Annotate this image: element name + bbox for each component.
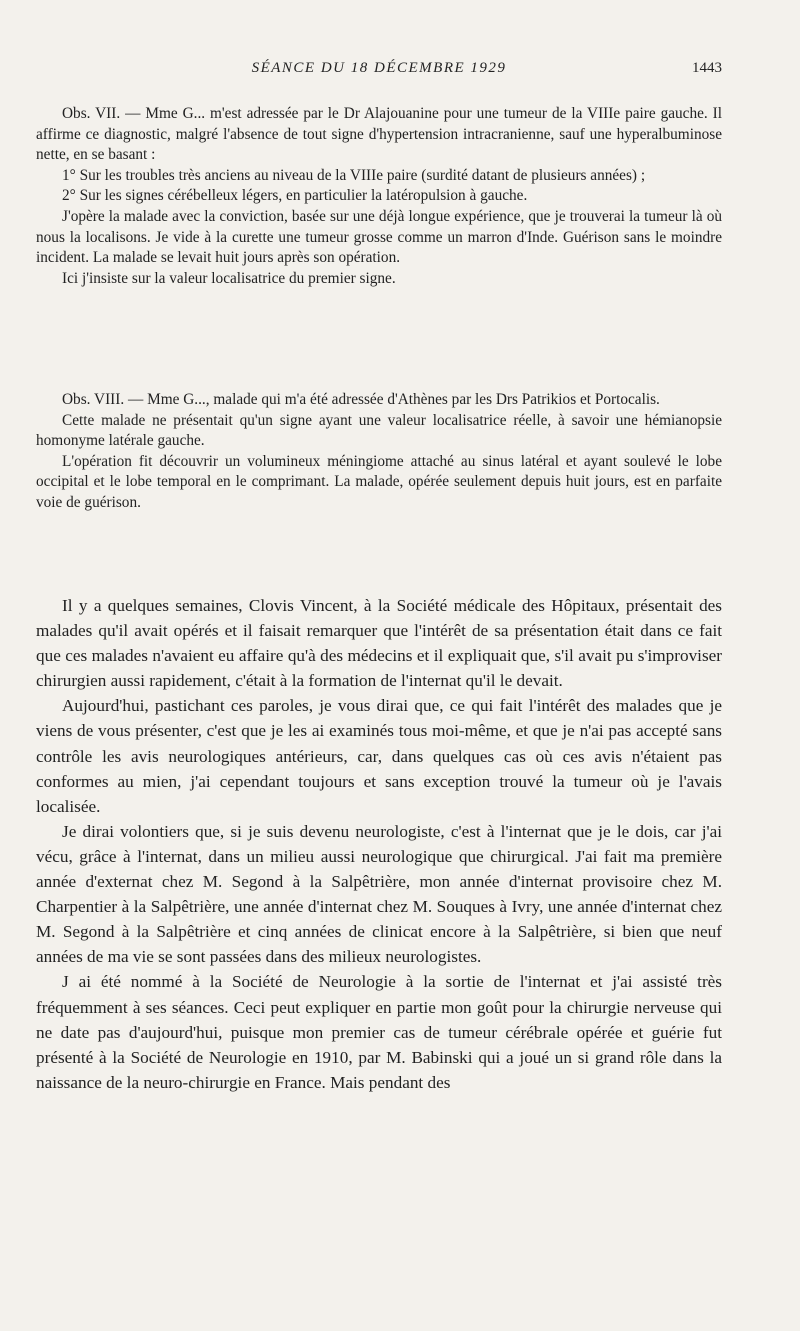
- main-paragraph: J ai été nommé à la Société de Neurologie à la sortie de l'internat et j'ai assisté très fréquemment à ses séances. Ceci peut expliquer en partie mon goût pour la chirurgie nerveuse qui ne date pas d'aujourd'hui, puisque mon premier cas de tumeur cérébrale opérée et guérie fut présenté à la Société de Neurologie en 1910, par M. Babinski qui a joué un si grand rôle dans la naissance de la neuro-chirurgie en France. Mais pendant des: [36, 972, 722, 1092]
- page-number: 1443: [692, 60, 722, 76]
- obs8-paragraph: Obs. VIII. — Mme G..., malade qui m'a été adressée d'Athènes par les Drs Patrikios et Portocalis.: [62, 391, 660, 408]
- obs7-paragraph: 1° Sur les troubles très anciens au niveau de la VIIIe paire (surdité datant de plusieurs années) ;: [62, 166, 646, 184]
- observation-viii: [36, 390, 722, 514]
- obs7-paragraph: Obs. VII. — Mme G... m'est adressée par le Dr Alajouanine pour une tumeur de la VIIIe paire gauche. Il affirme ce diagnostic, malgré l'absence de tout signe d'hypertension intracranienne, sauf une hyperalbuminose nette, en se basant :: [36, 105, 722, 164]
- observation-vii: [36, 104, 722, 289]
- main-text: [36, 593, 722, 1095]
- obs8-paragraph: L'opération fit découvrir un volumineux méningiome attaché au sinus latéral et ayant soulevé le lobe occipital et le lobe temporal en le comprimant. La malade, opérée seulement depuis huit jours, est en parfaite voie de guérison.: [36, 452, 722, 511]
- obs8-paragraph: Cette malade ne présentait qu'un signe ayant une valeur localisatrice réelle, à savoir une hémianopsie homonyme latérale gauche.: [36, 411, 722, 450]
- main-paragraph: Je dirai volontiers que, si je suis devenu neurologiste, c'est à l'internat que je le dois, car j'ai vécu, grâce à l'internat, dans un milieu aussi neurologique que chirurgical. J'ai fait ma première année d'externat chez M. Segond à la Salpêtrière, mon année d'internat provisoire chez M. Charpentier à la Salpêtrière, une année d'internat chez M. Souques à Ivry, une année d'internat chez M. Segond à la Salpêtrière et cinq années de clinicat encore à la Salpêtrière, si bien que neuf années de ma vie se sont passées dans des milieux neurologistes.: [36, 821, 722, 967]
- obs7-paragraph: Ici j'insiste sur la valeur localisatrice du premier signe.: [62, 269, 396, 287]
- page-header: [36, 60, 722, 82]
- obs7-paragraph: 2° Sur les signes cérébelleux légers, en particulier la latéropulsion à gauche.: [62, 187, 528, 205]
- obs7-paragraph: J'opère la malade avec la conviction, basée sur une déjà longue expérience, que je trouverai la tumeur là où nous la localisons. Je vide à la curette une tumeur grosse comme un marron d'Inde. Guérison sans le moindre incident. La malade se levait huit jours après son opération.: [36, 207, 722, 267]
- running-title: SÉANCE DU 18 DÉCEMBRE 1929: [251, 60, 507, 76]
- main-paragraph: Aujourd'hui, pastichant ces paroles, je vous dirai que, ce qui fait l'intérêt des malades que je viens de vous présenter, c'est que je les ai examinés tous moi-même, et que je n'ai pas accepté sans contrôle les avis neurologiques antérieurs, car, dans quelques cas où ces avis n'étaient pas conformes au mien, j'ai cependant toujours et sans exception trouvé la tumeur où je l'avais localisée.: [36, 696, 722, 816]
- main-paragraph: Il y a quelques semaines, Clovis Vincent, à la Société médicale des Hôpitaux, présentait des malades qu'il avait opérés et il faisait remarquer que l'intérêt de sa présentation était dans ce fait que ces malades n'avaient eu affaire qu'à des médecins et il expliquait que, s'il avait pu s'improviser chirurgien aussi rapidement, c'était à la formation de l'internat qu'il le devait.: [36, 596, 722, 691]
